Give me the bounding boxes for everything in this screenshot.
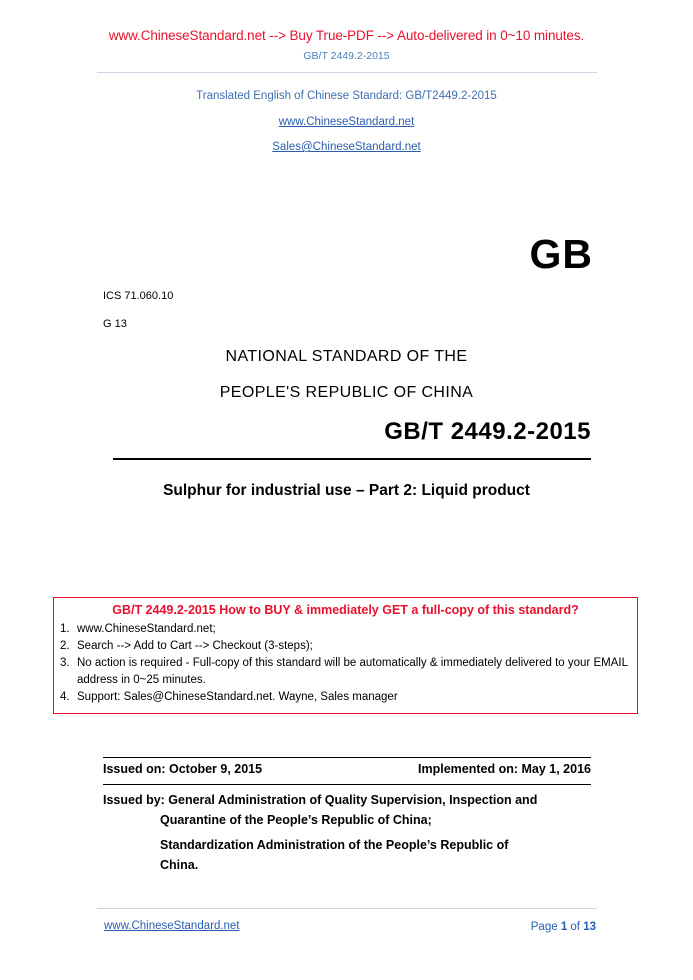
purchase-steps-list [60, 621, 631, 706]
page-mid: of [567, 921, 584, 933]
classification-code: G 13 [103, 318, 127, 330]
ics-code: ICS 71.060.10 [103, 290, 174, 302]
header-divider [97, 72, 597, 73]
list-item-number: 1. [60, 623, 70, 635]
issued-by-block [103, 790, 595, 875]
page-total: 13 [583, 921, 596, 933]
national-standard-line-2: PEOPLE'S REPUBLIC OF CHINA [219, 384, 474, 401]
header-site-link[interactable]: www.ChineseStandard.net [278, 116, 415, 128]
list-item [60, 638, 631, 655]
issued-by-line-2: Quarantine of the People’s Republic of China; [160, 813, 432, 827]
list-item [60, 689, 631, 706]
gb-emblem-text: GB [529, 231, 593, 277]
header-sales-email-link[interactable]: Sales@ChineseStandard.net [272, 141, 421, 153]
list-item-number: 2. [60, 640, 70, 652]
list-item-text: Search --> Add to Cart --> Checkout (3-steps); [77, 640, 313, 652]
purchase-instructions-box [53, 597, 638, 714]
issue-divider-top [103, 757, 591, 758]
issued-by-line-1: Issued by: General Administration of Quality Supervision, Inspection and [103, 793, 538, 807]
standard-title: Sulphur for industrial use – Part 2: Liquid product [163, 482, 530, 499]
list-item-text: www.ChineseStandard.net; [77, 623, 216, 635]
footer-divider [97, 908, 597, 909]
footer-site-link[interactable]: www.ChineseStandard.net [104, 920, 240, 932]
national-standard-line-1: NATIONAL STANDARD OF THE [225, 348, 468, 365]
list-item [60, 655, 631, 689]
page-number [531, 921, 596, 933]
standard-number: GB/T 2449.2-2015 [384, 418, 591, 445]
title-divider [113, 458, 591, 460]
issued-by-line-3: Standardization Administration of the People’s Republic of [160, 838, 509, 852]
list-item-number: 3. [60, 657, 70, 669]
list-item-number: 4. [60, 691, 70, 703]
list-item-text: Support: Sales@ChineseStandard.net. Wayne, Sales manager [77, 691, 398, 703]
issue-dates-row [103, 762, 591, 776]
promo-banner: www.ChineseStandard.net --> Buy True-PDF --> Auto-delivered in 0~10 minutes. [108, 28, 585, 43]
issued-on-text: Issued on: October 9, 2015 [103, 762, 263, 776]
issue-divider-mid [103, 784, 591, 785]
purchase-box-title: GB/T 2449.2-2015 How to BUY & immediately GET a full-copy of this standard? [112, 603, 579, 617]
header-site-link-wrap [0, 116, 693, 128]
list-item-text: No action is required - Full-copy of this standard will be automatically & immediately delivered to your EMAIL address in 0~25 minutes. [77, 657, 628, 686]
translated-title: Translated English of Chinese Standard: GB/T2449.2-2015 [196, 90, 497, 102]
header-sales-link-wrap [0, 141, 693, 153]
issued-by-line-4: China. [160, 858, 199, 872]
implemented-on-text: Implemented on: May 1, 2016 [418, 762, 591, 776]
list-item [60, 621, 631, 638]
header-standard-code: GB/T 2449.2-2015 [303, 50, 390, 62]
page-prefix: Page [530, 921, 561, 933]
page-current: 1 [560, 921, 568, 933]
